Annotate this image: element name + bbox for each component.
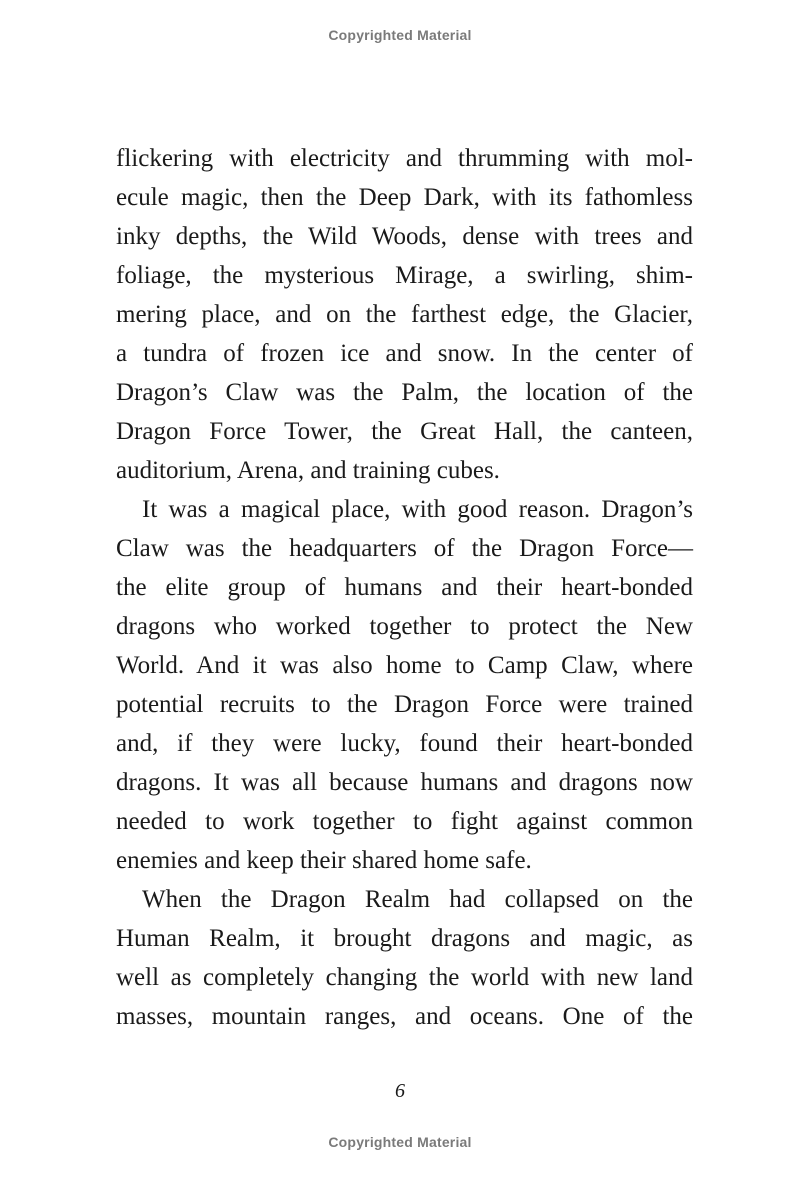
text-line: Dragon Force Tower, the Great Hall, the canteen, bbox=[116, 418, 693, 445]
text-line: the elite group of humans and their heart-bonded bbox=[116, 574, 693, 601]
paragraph-realm-collapse bbox=[116, 880, 693, 1036]
text-line: inky depths, the Wild Woods, dense with trees and bbox=[116, 223, 693, 250]
paragraph-continued bbox=[116, 139, 693, 490]
text-line: a tundra of frozen ice and snow. In the center of bbox=[116, 340, 693, 367]
text-line: flickering with electricity and thrumming with mol- bbox=[116, 145, 693, 172]
text-line: When the Dragon Realm had collapsed on the bbox=[142, 886, 693, 913]
text-line: mering place, and on the farthest edge, the Glacier, bbox=[116, 301, 693, 328]
text-line: foliage, the mysterious Mirage, a swirling, shim- bbox=[116, 262, 693, 289]
text-line: Human Realm, it brought dragons and magic, as bbox=[116, 925, 693, 952]
text-line: enemies and keep their shared home safe. bbox=[116, 847, 532, 874]
paragraph-dragons-claw-hq bbox=[116, 490, 693, 880]
text-line: auditorium, Arena, and training cubes. bbox=[116, 457, 500, 484]
text-line: and, if they were lucky, found their heart-bonded bbox=[116, 730, 693, 757]
copyright-watermark-top: Copyrighted Material bbox=[328, 27, 472, 43]
text-line: Dragon’s Claw was the Palm, the location of the bbox=[116, 379, 693, 406]
copyright-watermark-bottom: Copyrighted Material bbox=[328, 1134, 472, 1150]
page-body-text bbox=[116, 139, 693, 1036]
page-number: 6 bbox=[395, 1080, 405, 1102]
text-line: World. And it was also home to Camp Claw, where bbox=[116, 652, 693, 679]
text-line: dragons. It was all because humans and dragons now bbox=[116, 769, 693, 796]
text-line: potential recruits to the Dragon Force were trained bbox=[116, 691, 693, 718]
text-line: masses, mountain ranges, and oceans. One of the bbox=[116, 1003, 693, 1030]
text-line: It was a magical place, with good reason. Dragon’s bbox=[142, 496, 693, 523]
text-line: well as completely changing the world with new land bbox=[116, 964, 693, 991]
text-line: Claw was the headquarters of the Dragon Force— bbox=[116, 535, 693, 562]
text-line: needed to work together to fight against common bbox=[116, 808, 693, 835]
text-line: dragons who worked together to protect the New bbox=[116, 613, 693, 640]
text-line: ecule magic, then the Deep Dark, with its fathomless bbox=[116, 184, 693, 211]
